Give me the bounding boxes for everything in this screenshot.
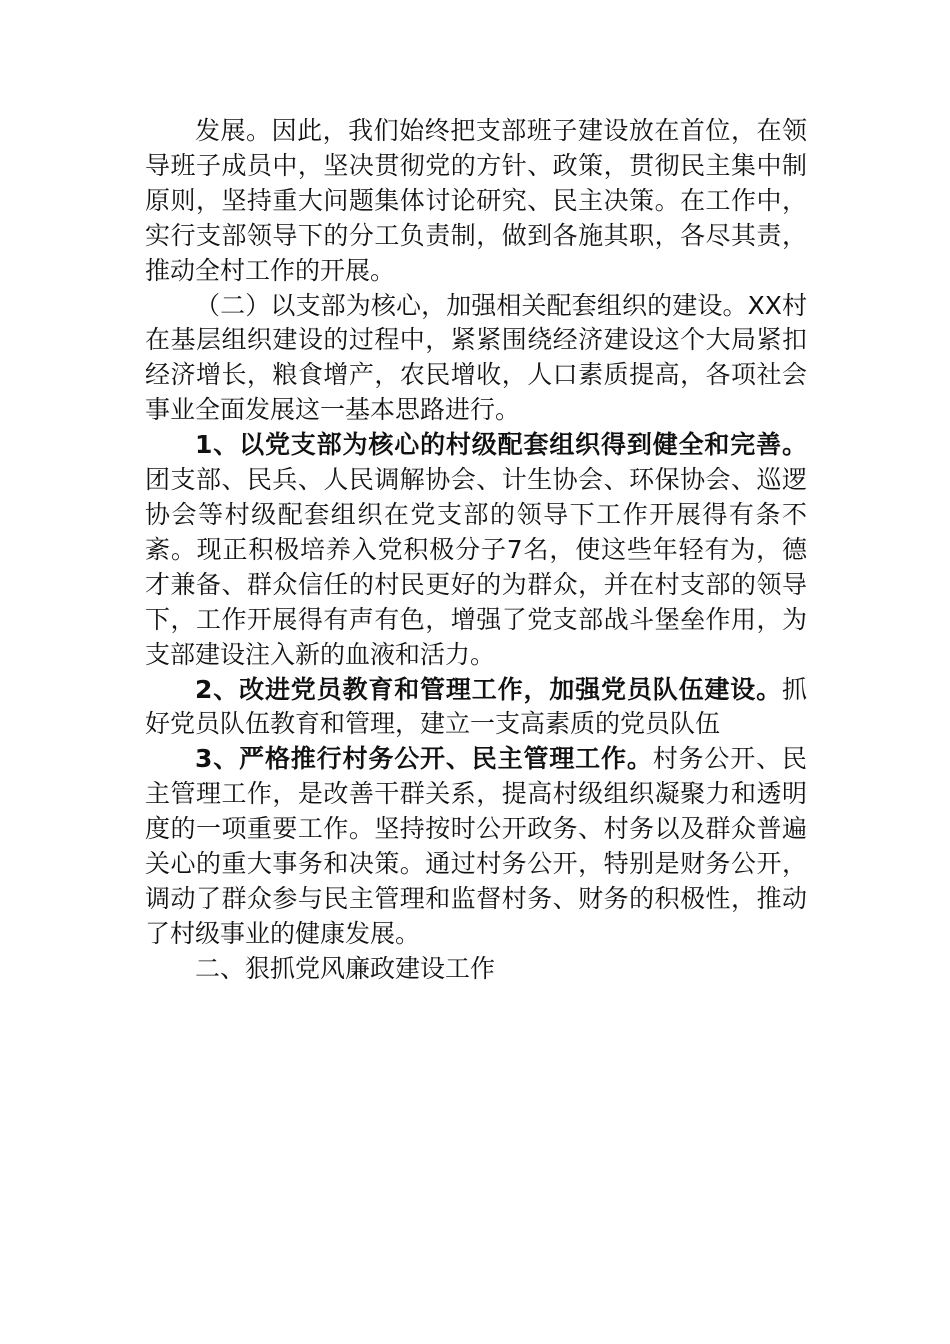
section-heading-anti-corruption — [145, 952, 807, 987]
item-2-text: 抓好党员队伍教育和管理，建立一支高素质的党员队伍 — [145, 674, 807, 739]
paragraph-text: 二、狠抓党风廉政建设工作 — [195, 953, 496, 983]
paragraph-item-3 — [145, 742, 807, 951]
document-page — [145, 114, 807, 987]
paragraph-section-2 — [145, 289, 807, 429]
item-3-heading: 3、严格推行村务公开、民主管理工作。 — [195, 744, 653, 774]
paragraph-text: 发展。因此，我们始终把支部班子建设放在首位，在领导班子成员中，坚决贯彻党的方针、政策，贯彻民主集中制原则，坚持重大问题集体讨论研究、民主决策。在工作中，实行支部领导下的分工负责制，做到各施其职，各尽其责，推动全村工作的开展。 — [145, 116, 807, 285]
paragraph-text: （二）以支部为核心，加强相关配套组织的建设。XX村在基层组织建设的过程中，紧紧围绕经济建设这个大局紧扣经济增长，粮食增产，农民增收，人口素质提高，各项社会事业全面发展这一基本思路进行。 — [145, 290, 807, 425]
item-1-heading: 1、以党支部为核心的村级配套组织得到健全和完善。 — [195, 430, 807, 460]
paragraph-branch-leadership — [145, 114, 807, 289]
item-3-text: 村务公开、民主管理工作，是改善干群关系，提高村级组织凝聚力和透明度的一项重要工作。坚持按时公开政务、村务以及群众普遍关心的重大事务和决策。通过村务公开，特别是财务公开，调动了群众参与民主管理和监督村务、财务的积极性，推动了村级事业的健康发展。 — [145, 744, 807, 948]
item-1-text: 团支部、民兵、人民调解协会、计生协会、环保协会、巡逻协会等村级配套组织在党支部的领导下工作开展得有条不紊。现正积极培养入党积极分子7名，使这些年轻有为，德才兼备、群众信任的村民更好的为群众，并在村支部的领导下，工作开展得有声有色，增强了党支部战斗堡垒作用，为支部建设注入新的血液和活力。 — [145, 465, 807, 669]
item-2-heading: 2、改进党员教育和管理工作，加强党员队伍建设。 — [195, 674, 782, 704]
paragraph-item-2 — [145, 673, 807, 743]
paragraph-item-1 — [145, 428, 807, 672]
